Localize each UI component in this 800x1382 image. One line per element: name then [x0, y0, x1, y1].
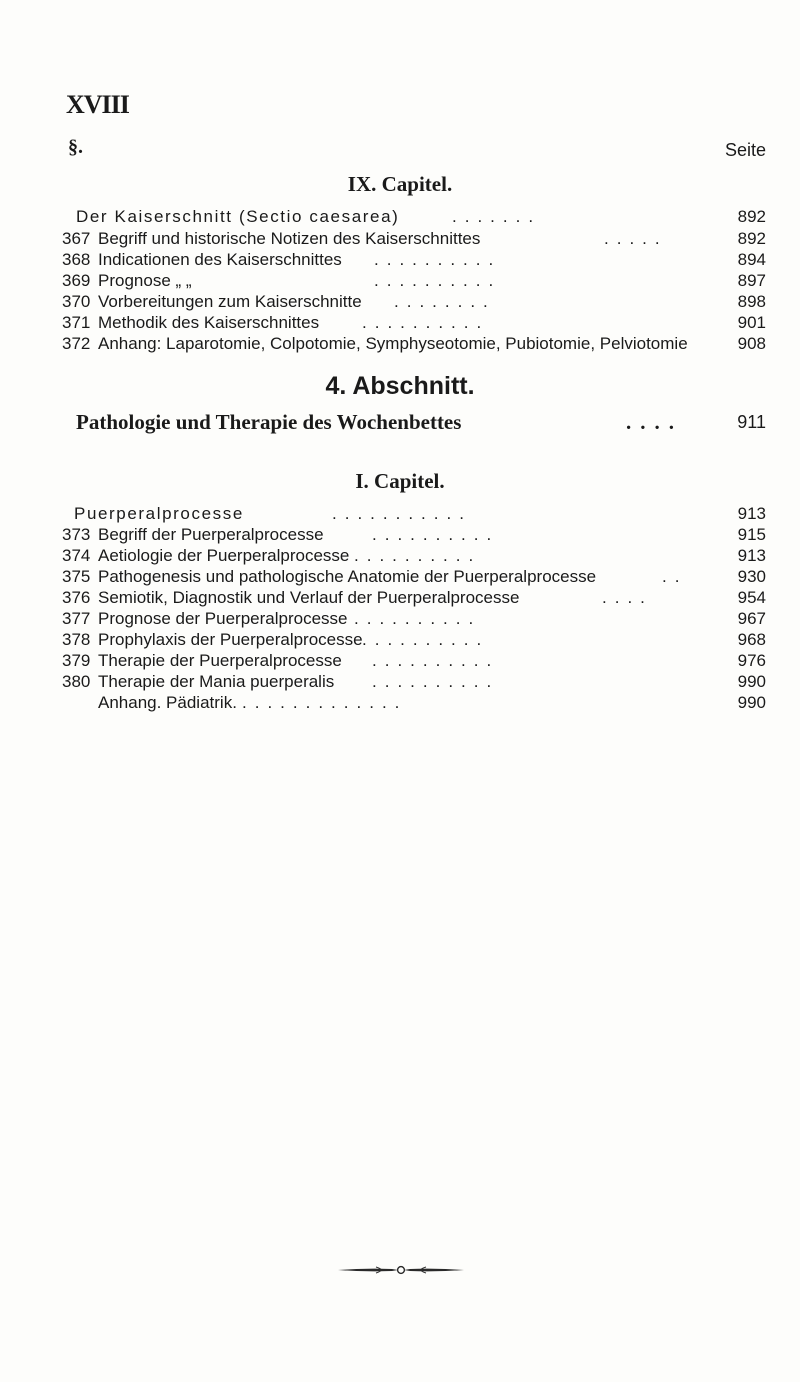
- toc-entry: [62, 672, 766, 692]
- entry-number: 380: [62, 672, 91, 691]
- entry-title: Pathogenesis und pathologische Anatomie der Puerperalprocesse: [98, 567, 597, 586]
- entry-number: 379: [62, 651, 91, 670]
- chapter-ix-title: Der Kaiserschnitt (Sectio caesarea): [76, 207, 400, 226]
- section-4-page: 911: [737, 412, 766, 432]
- leader-dots: ....: [626, 410, 683, 434]
- entry-page: 892: [737, 229, 766, 248]
- leader-dots: ........: [394, 292, 496, 311]
- leader-dots: ..........: [354, 546, 482, 565]
- leader-dots: .......: [452, 207, 542, 226]
- entry-number: 371: [62, 313, 91, 332]
- entry-number: 369: [62, 271, 91, 290]
- chapter-i-title-row: [62, 504, 766, 524]
- entry-title: Begriff der Puerperalprocesse: [98, 525, 324, 544]
- leader-dots: ..........: [354, 609, 482, 628]
- entry-page: 930: [737, 567, 766, 586]
- entry-title: Prognose der Puerperalprocesse: [98, 609, 348, 628]
- page-number: XVIII: [66, 90, 129, 119]
- entry-title: Prophylaxis der Puerperalprocesse: [98, 630, 363, 649]
- entry-title: Prognose „ „: [98, 271, 192, 290]
- entry-number: 374: [62, 546, 91, 565]
- leader-dots: .............: [242, 693, 408, 712]
- leader-dots: ..: [662, 567, 688, 586]
- chapter-i-title: Puerperalprocesse: [74, 504, 244, 523]
- entry-page: 901: [737, 313, 766, 332]
- ornament-divider: [336, 1264, 466, 1276]
- leader-dots: ..........: [372, 651, 500, 670]
- entry-title: Therapie der Puerperalprocesse: [98, 651, 342, 670]
- toc-entry: [62, 546, 766, 566]
- paragraph-symbol: §.: [68, 136, 83, 158]
- entry-title: Anhang. Pädiatrik.: [98, 693, 237, 712]
- entry-number: 368: [62, 250, 91, 269]
- chapter-ix-title-page: 892: [737, 207, 766, 226]
- entry-page: 897: [737, 271, 766, 290]
- toc-entry: [62, 292, 766, 312]
- leader-dots: ..........: [372, 525, 500, 544]
- leader-dots: .....: [604, 229, 668, 248]
- entry-number: 375: [62, 567, 91, 586]
- entry-page: 990: [737, 693, 766, 712]
- entry-page: 967: [737, 609, 766, 628]
- toc-entry: [62, 250, 766, 270]
- entry-page: 908: [737, 334, 766, 353]
- toc-entry: [62, 567, 766, 587]
- toc-entry: [62, 588, 766, 608]
- leader-dots: ..........: [372, 672, 500, 691]
- toc-entry: [62, 271, 766, 291]
- leader-dots: ..........: [362, 313, 490, 332]
- entry-number: 370: [62, 292, 91, 311]
- entry-page: 976: [737, 651, 766, 670]
- toc-entry: [62, 525, 766, 545]
- entry-page: 894: [737, 250, 766, 269]
- entry-page: 954: [737, 588, 766, 607]
- entry-page: 990: [737, 672, 766, 691]
- entry-number: 377: [62, 609, 91, 628]
- leader-dots: ..........: [374, 250, 502, 269]
- chapter-ix-title-row: [62, 207, 766, 227]
- entry-title: Semiotik, Diagnostik und Verlauf der Puerperalprocesse: [98, 588, 520, 607]
- toc-entry: [62, 313, 766, 333]
- toc-entry: [62, 334, 766, 354]
- leader-dots: ....: [602, 588, 653, 607]
- toc-entry: [62, 693, 766, 713]
- chapter-ix-heading: IX. Capitel.: [347, 172, 453, 196]
- entry-page: 913: [737, 546, 766, 565]
- entry-number: 372: [62, 334, 91, 353]
- entry-number: 376: [62, 588, 91, 607]
- entry-page: 915: [737, 525, 766, 544]
- entry-title: Begriff und historische Notizen des Kaiserschnittes: [98, 229, 481, 248]
- entry-title: Vorbereitungen zum Kaiserschnitte: [98, 292, 362, 311]
- toc-entry: [62, 609, 766, 629]
- entry-title: Therapie der Mania puerperalis: [98, 672, 335, 691]
- entry-number: 378: [62, 630, 91, 649]
- toc-entry: [62, 229, 766, 249]
- section-4-title-row: [76, 410, 766, 434]
- entry-title: Aetiologie der Puerperalprocesse: [98, 546, 350, 565]
- entry-number: 373: [62, 525, 91, 544]
- chapter-i-heading: I. Capitel.: [355, 469, 445, 493]
- leader-dots: ..........: [362, 630, 490, 649]
- section-4-title: Pathologie und Therapie des Wochenbettes: [76, 410, 462, 434]
- chapter-i-title-page: 913: [737, 504, 766, 523]
- entry-title: Anhang: Laparotomie, Colpotomie, Symphyseotomie, Pubiotomie, Pelviotomie: [98, 334, 688, 353]
- leader-dots: ..........: [374, 271, 502, 290]
- entry-page: 898: [737, 292, 766, 311]
- leader-dots: ...........: [332, 504, 472, 523]
- entry-page: 968: [737, 630, 766, 649]
- entry-title: Methodik des Kaiserschnittes: [98, 313, 320, 332]
- section-4-heading: 4. Abschnitt.: [325, 372, 475, 400]
- page-column-label: Seite: [724, 140, 766, 160]
- toc-entry: [62, 630, 766, 650]
- entry-title: Indicationen des Kaiserschnittes: [98, 250, 342, 269]
- toc-entry: [62, 651, 766, 671]
- entry-number: 367: [62, 229, 91, 248]
